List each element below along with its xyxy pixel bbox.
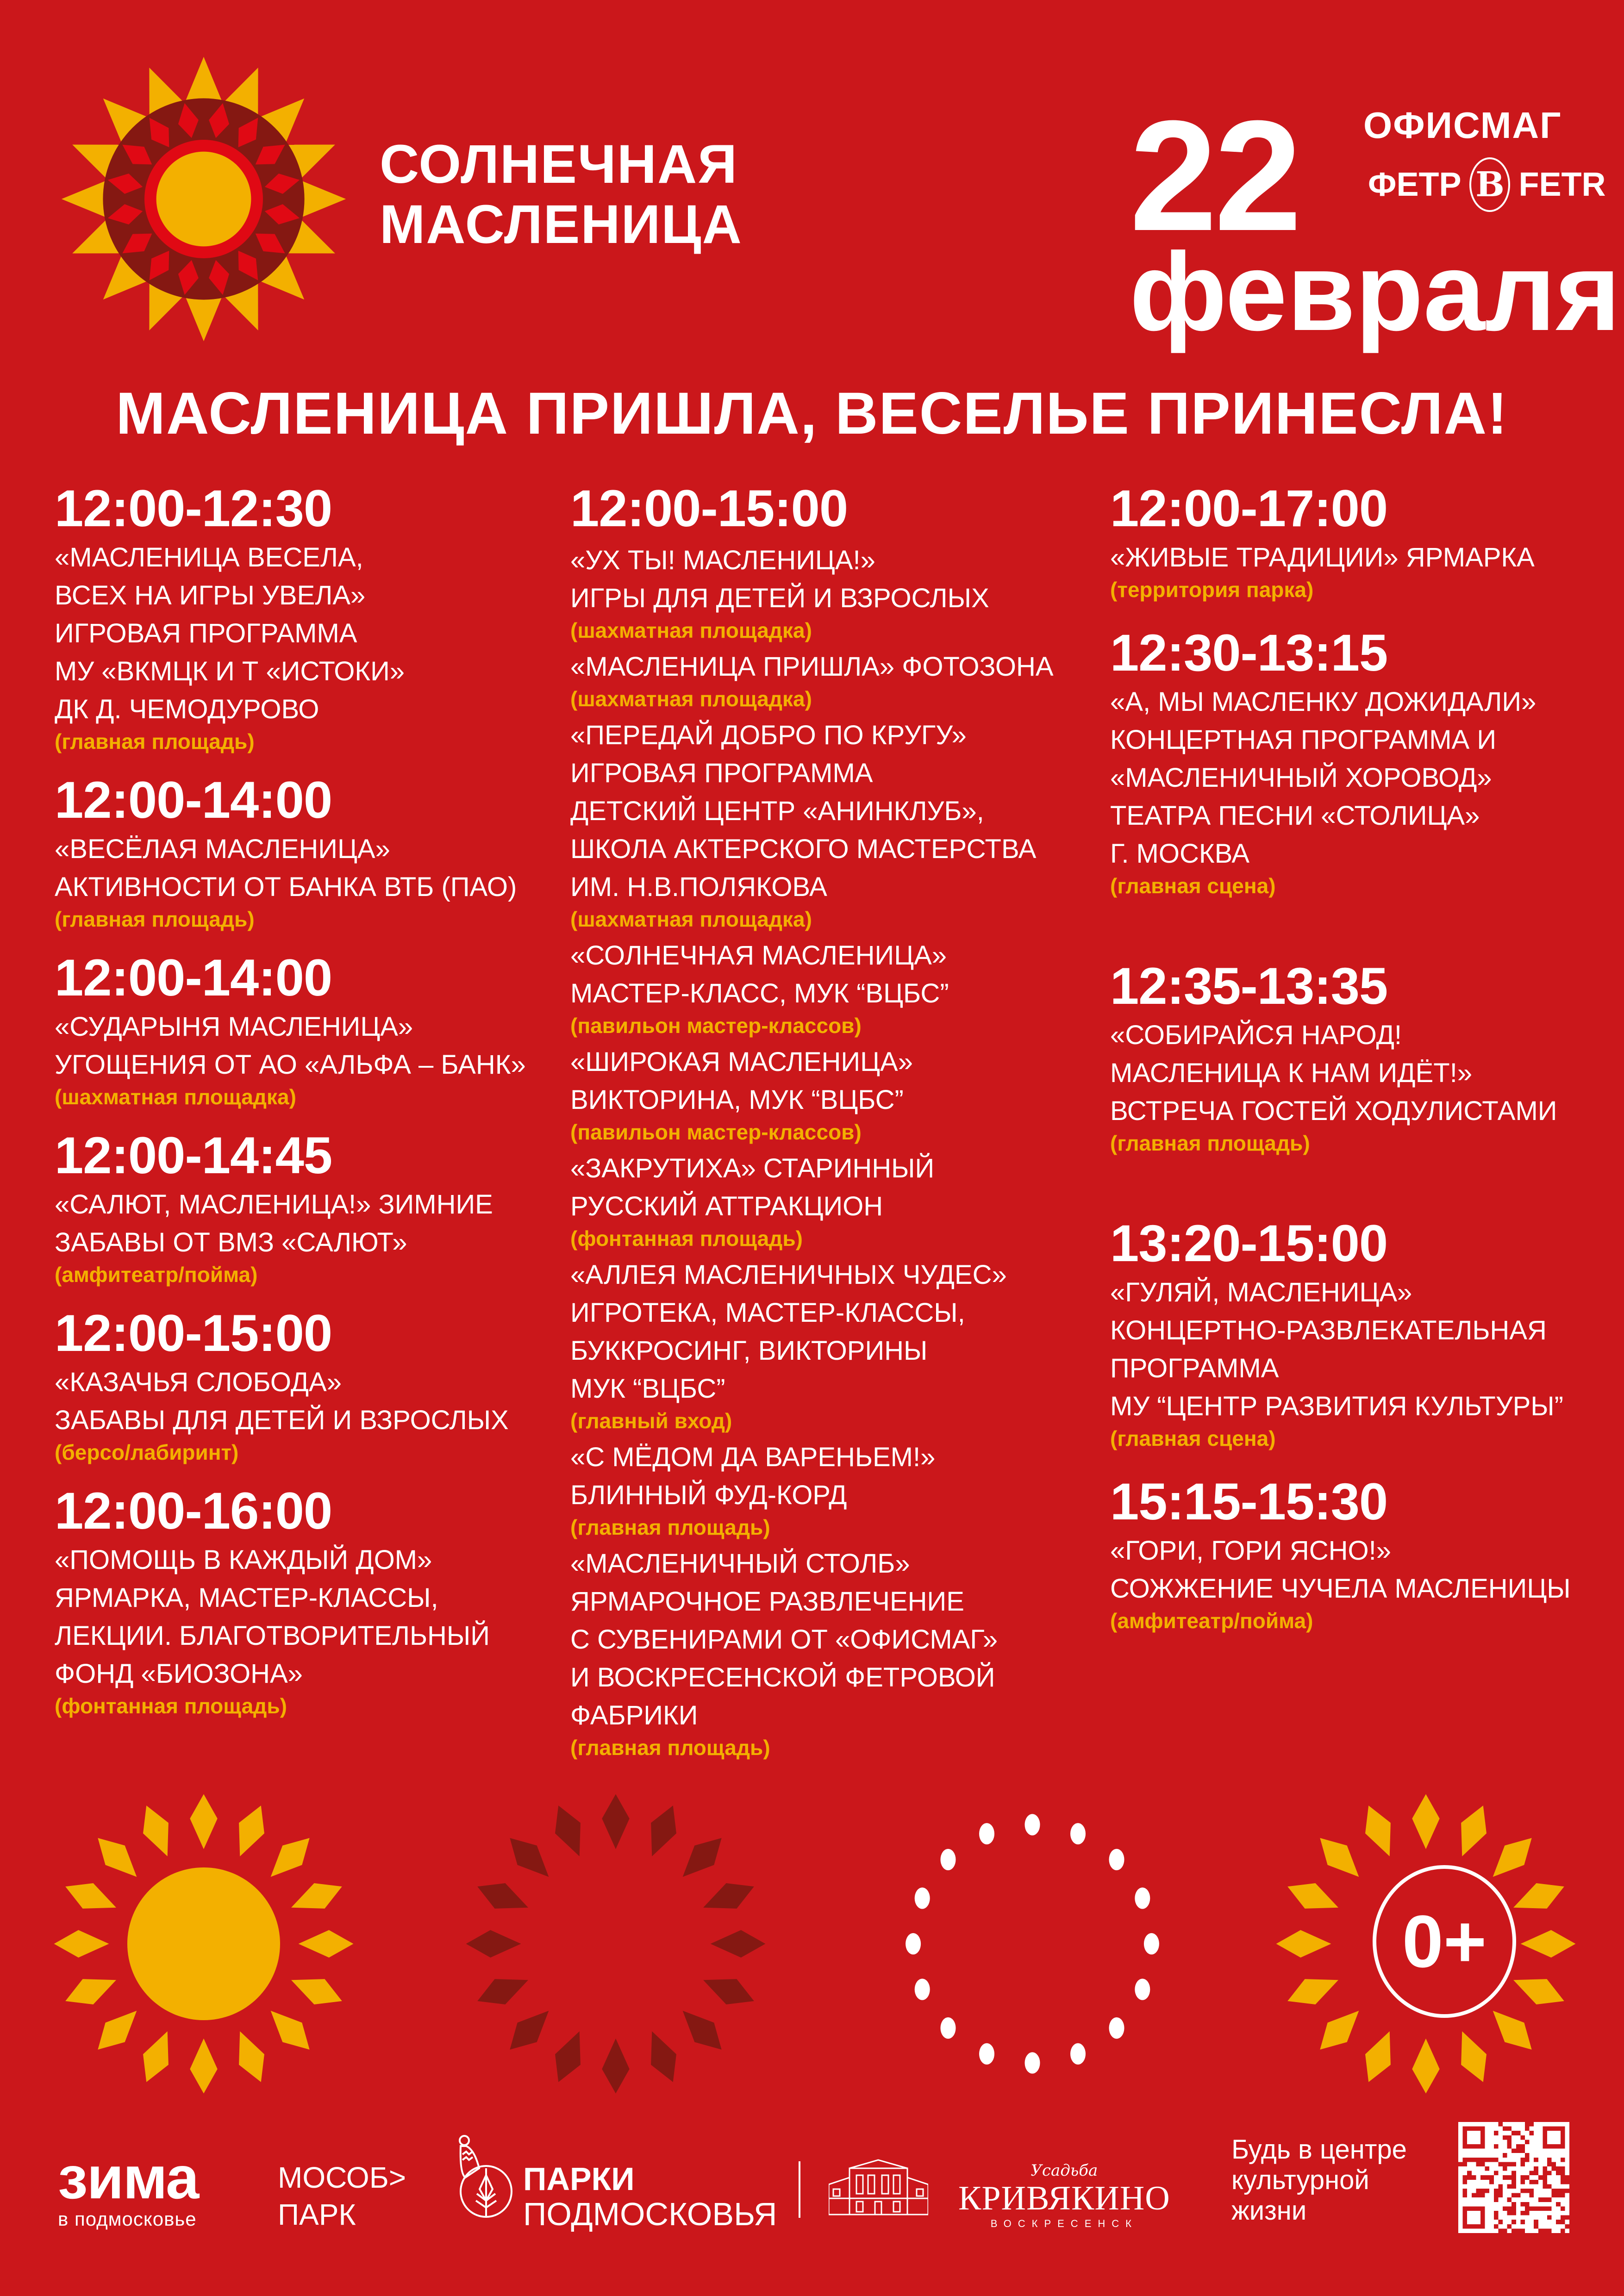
fetr-en-label: FETR — [1518, 166, 1606, 203]
event-time: 12:00-14:00 — [55, 771, 332, 829]
culture-tagline — [1231, 2134, 1407, 2226]
schedule-block — [55, 1128, 564, 1288]
schedule-block — [1110, 481, 1619, 603]
parki-line1: ПАРКИ — [523, 2161, 635, 2197]
event-line: «СОЛНЕЧНАЯ МАСЛЕНИЦА» — [570, 940, 947, 971]
event-line: ВИКТОРИНА, МУК “ВЦБС” — [570, 1085, 904, 1115]
event-place: (амфитеатр/пойма) — [1110, 1609, 1313, 1633]
sponsor-ofismag-logo: ОФИСМАГ — [1363, 105, 1562, 146]
event-line: КОНЦЕРТНО-РАЗВЛЕКАТЕЛЬНАЯ — [1110, 1315, 1547, 1345]
event-place: (главная сцена) — [1110, 874, 1276, 898]
event-line: ФОНД «БИОЗОНА» — [55, 1659, 303, 1689]
date-month: февраля — [1130, 230, 1621, 354]
event-line: СОЖЖЕНИЕ ЧУЧЕЛА МАСЛЕНИЦЫ — [1110, 1574, 1571, 1604]
event-title-line2: МАСЛЕНИЦА — [380, 194, 743, 255]
krivyakino-city: ВОСКРЕСЕНСК — [990, 2218, 1138, 2229]
event-title — [380, 134, 743, 255]
event-line: «СОБИРАЙСЯ НАРОД! — [1110, 1020, 1402, 1050]
schedule-item — [570, 1150, 1103, 1251]
manor-building-icon — [829, 2159, 928, 2217]
event-place: (шахматная площадка) — [55, 1085, 296, 1109]
event-line: ИГРОВАЯ ПРОГРАММА — [570, 758, 873, 788]
schedule-item — [570, 1545, 1103, 1761]
schedule-item — [570, 1043, 1103, 1145]
event-line: «А, МЫ МАСЛЕНКУ ДОЖИДАЛИ» — [1110, 687, 1537, 717]
event-time: 13:20-15:00 — [1110, 1214, 1388, 1272]
event-line: «ВЕСЁЛАЯ МАСЛЕНИЦА» — [55, 834, 390, 864]
event-line: ЯРМАРОЧНОЕ РАЗВЛЕЧЕНИЕ — [570, 1587, 964, 1617]
event-line: ИМ. Н.В.ПОЛЯКОВА — [570, 872, 827, 902]
event-line: МУ «ВКМЦК И Т «ИСТОКИ» — [55, 656, 405, 686]
zima-logo — [58, 2144, 199, 2231]
festival-sun-logo-icon — [56, 51, 352, 347]
schedule-item — [570, 716, 1103, 932]
culture-line3: жизни — [1231, 2196, 1307, 2226]
event-line: ДК Д. ЧЕМОДУРОВО — [55, 694, 319, 724]
event-line: ИГРОВАЯ ПРОГРАММА — [55, 618, 357, 648]
schedule-item — [570, 648, 1103, 712]
schedule-column-3 — [1110, 481, 1619, 1657]
yellow-sun-icon — [51, 1791, 356, 2097]
event-place: (шахматная площадка) — [570, 618, 812, 642]
event-line: УГОЩЕНИЯ ОТ АО «АЛЬФА – БАНК» — [55, 1050, 526, 1080]
event-line: ЯРМАРКА, МАСТЕР-КЛАССЫ, — [55, 1583, 438, 1613]
event-line: «ПОМОЩЬ В КАЖДЫЙ ДОМ» — [55, 1545, 432, 1575]
event-line: «ЖИВЫЕ ТРАДИЦИИ» ЯРМАРКА — [1110, 542, 1535, 572]
parki-podmoskovya-logo — [523, 2161, 777, 2232]
date-day: 22 — [1130, 88, 1299, 264]
event-place: (главная сцена) — [1110, 1426, 1276, 1450]
event-line: ВСТРЕЧА ГОСТЕЙ ХОДУЛИСТАМИ — [1110, 1096, 1557, 1126]
event-place: (фонтанная площадь) — [55, 1694, 287, 1718]
event-line: ТЕАТРА ПЕСНИ «СТОЛИЦА» — [1110, 801, 1480, 831]
krivyakino-logo — [958, 2161, 1170, 2231]
event-line: РУССКИЙ АТТРАКЦИОН — [570, 1191, 883, 1221]
event-line: ДЕТСКИЙ ЦЕНТР «АНИНКЛУБ», — [570, 796, 984, 826]
mosobpark-line2: ПАРК — [278, 2198, 356, 2231]
zima-logo-sub: в подмосковье — [58, 2208, 197, 2230]
event-line: И ВОСКРЕСЕНСКОЙ ФЕТРОВОЙ — [570, 1662, 995, 1692]
event-line: БУККРОСИНГ, ВИКТОРИНЫ — [570, 1336, 928, 1366]
event-place: (главная площадь) — [570, 1515, 770, 1539]
event-line: «МАСЛЕНИЧНЫЙ ХОРОВОД» — [1110, 763, 1492, 793]
schedule-block — [1110, 1216, 1619, 1451]
event-line: ПРОГРАММА — [1110, 1353, 1279, 1383]
white-dot-circle-icon — [880, 1791, 1185, 2097]
event-line: ЗАБАВЫ ДЛЯ ДЕТЕЙ И ВЗРОСЛЫХ — [55, 1405, 509, 1435]
event-line: МАСЛЕНИЦА К НАМ ИДЁТ!» — [1110, 1058, 1473, 1088]
event-line: «МАСЛЕНИЦА ПРИШЛА» ФОТОЗОНА — [570, 652, 1054, 682]
event-line: ШКОЛА АКТЕРСКОГО МАСТЕРСТВА — [570, 834, 1037, 864]
event-line: «ГУЛЯЙ, МАСЛЕНИЦА» — [1110, 1277, 1412, 1307]
mosobpark-line1: МОСОБ> — [278, 2161, 406, 2194]
event-line: «ГОРИ, ГОРИ ЯСНО!» — [1110, 1536, 1392, 1566]
event-place: (территория парка) — [1110, 578, 1314, 602]
event-time: 12:00-17:00 — [1110, 479, 1388, 537]
event-line: «МАСЛЕНИЧНЫЙ СТОЛБ» — [570, 1549, 910, 1579]
event-title-line1: СОЛНЕЧНАЯ — [380, 134, 738, 195]
schedule-block — [55, 773, 564, 932]
schedule-column-1 — [55, 481, 564, 1737]
schedule-block — [55, 1306, 564, 1465]
event-line: «ПЕРЕДАЙ ДОБРО ПО КРУГУ» — [570, 720, 967, 750]
event-line: «САЛЮТ, МАСЛЕНИЦА!» ЗИМНИЕ — [55, 1189, 493, 1220]
culture-line2: культурной — [1231, 2165, 1369, 2195]
schedule-block — [1110, 1475, 1619, 1634]
event-time: 12:00-12:30 — [55, 479, 332, 537]
schedule-item — [570, 541, 1103, 643]
footer-divider — [799, 2161, 800, 2218]
schedule-block — [1110, 626, 1619, 899]
zima-logo-main: зима — [58, 2144, 199, 2211]
event-place: (фонтанная площадь) — [570, 1226, 803, 1251]
mosobpark-logo — [278, 2159, 406, 2233]
event-place: (павильон мастер-классов) — [570, 1120, 862, 1144]
event-line: БЛИННЫЙ ФУД-КОРД — [570, 1480, 847, 1510]
event-place: (главная площадь) — [55, 907, 255, 931]
event-time: 12:00-14:45 — [55, 1126, 332, 1184]
schedule-block — [55, 951, 564, 1110]
event-line: ИГРОТЕКА, МАСТЕР-КЛАССЫ, — [570, 1298, 965, 1328]
schedule-item — [570, 1256, 1103, 1434]
event-line: МАСТЕР-КЛАСС, МУК “ВЦБС” — [570, 978, 949, 1008]
krivyakino-script: Усадьба — [1031, 2161, 1098, 2180]
slogan: МАСЛЕНИЦА ПРИШЛА, ВЕСЕЛЬЕ ПРИНЕСЛА! — [116, 380, 1508, 447]
schedule-block — [55, 481, 564, 754]
schedule-item — [570, 937, 1103, 1039]
culture-line1: Будь в центре — [1231, 2134, 1407, 2165]
event-time: 12:00-15:00 — [570, 479, 848, 537]
event-line: Г. МОСКВА — [1110, 839, 1250, 869]
event-line: «УХ ТЫ! МАСЛЕНИЦА!» — [570, 545, 875, 575]
parki-line2: ПОДМОСКОВЬЯ — [523, 2196, 777, 2232]
event-line: МУК “ВЦБС” — [570, 1374, 725, 1404]
event-time: 12:35-13:35 — [1110, 957, 1388, 1015]
event-line: ИГРЫ ДЛЯ ДЕТЕЙ И ВЗРОСЛЫХ — [570, 583, 989, 613]
event-line: «ЗАКРУТИХА» СТАРИННЫЙ — [570, 1153, 935, 1183]
event-place: (павильон мастер-классов) — [570, 1014, 862, 1038]
event-line: «ШИРОКАЯ МАСЛЕНИЦА» — [570, 1047, 913, 1077]
qr-code[interactable] — [1458, 2122, 1569, 2233]
event-time: 12:00-14:00 — [55, 949, 332, 1007]
krivyakino-title: КРИВЯКИНО — [958, 2179, 1170, 2217]
parki-hat-leaf-icon — [456, 2131, 516, 2224]
event-place: (амфитеатр/пойма) — [55, 1263, 258, 1287]
age-rating-badge: 0+ — [1373, 1865, 1516, 2018]
event-place: (шахматная площадка) — [570, 907, 812, 931]
event-place: (главная площадь) — [1110, 1131, 1310, 1155]
event-line: ЗАБАВЫ ОТ ВМЗ «САЛЮТ» — [55, 1227, 407, 1257]
event-line: ФАБРИКИ — [570, 1700, 698, 1730]
event-place: (главная площадь) — [570, 1736, 770, 1760]
event-line: ВСЕХ НА ИГРЫ УВЕЛА» — [55, 580, 366, 610]
event-line: АКТИВНОСТИ ОТ БАНКА ВТБ (ПАО) — [55, 872, 517, 902]
event-line: ЛЕКЦИИ. БЛАГОТВОРИТЕЛЬНЫЙ — [55, 1621, 490, 1651]
event-place: (берсо/лабиринт) — [55, 1440, 239, 1464]
event-time: 12:00-15:00 — [55, 1304, 332, 1362]
schedule-column-2 — [570, 481, 1103, 1765]
sponsor-fetr-logo — [1368, 157, 1605, 212]
schedule-block — [1110, 959, 1619, 1156]
event-line: «СУДАРЫНЯ МАСЛЕНИЦА» — [55, 1012, 413, 1042]
event-time: 12:00-16:00 — [55, 1482, 332, 1540]
event-line: МУ “ЦЕНТР РАЗВИТИЯ КУЛЬТУРЫ” — [1110, 1391, 1563, 1421]
schedule-block — [55, 1484, 564, 1719]
schedule-item — [570, 1438, 1103, 1540]
event-time: 12:30-13:15 — [1110, 624, 1388, 682]
event-time: 15:15-15:30 — [1110, 1473, 1388, 1531]
event-line: «КАЗАЧЬЯ СЛОБОДА» — [55, 1367, 342, 1397]
event-place: (шахматная площадка) — [570, 687, 812, 711]
event-line: КОНЦЕРТНАЯ ПРОГРАММА И — [1110, 725, 1497, 755]
event-line: «С МЁДОМ ДА ВАРЕНЬЕМ!» — [570, 1442, 936, 1472]
fetr-ru-label: ФЕТР — [1368, 166, 1462, 203]
event-place: (главная площадь) — [55, 729, 255, 753]
dark-red-sun-outline-icon — [463, 1791, 768, 2097]
event-place: (главный вход) — [570, 1409, 732, 1433]
event-line: «МАСЛЕНИЦА ВЕСЕЛА, — [55, 542, 363, 572]
event-line: «АЛЛЕЯ МАСЛЕНИЧНЫХ ЧУДЕС» — [570, 1260, 1007, 1290]
fetr-emblem-icon: В — [1469, 157, 1510, 212]
event-line: С СУВЕНИРАМИ ОТ «ОФИСМАГ» — [570, 1624, 998, 1655]
